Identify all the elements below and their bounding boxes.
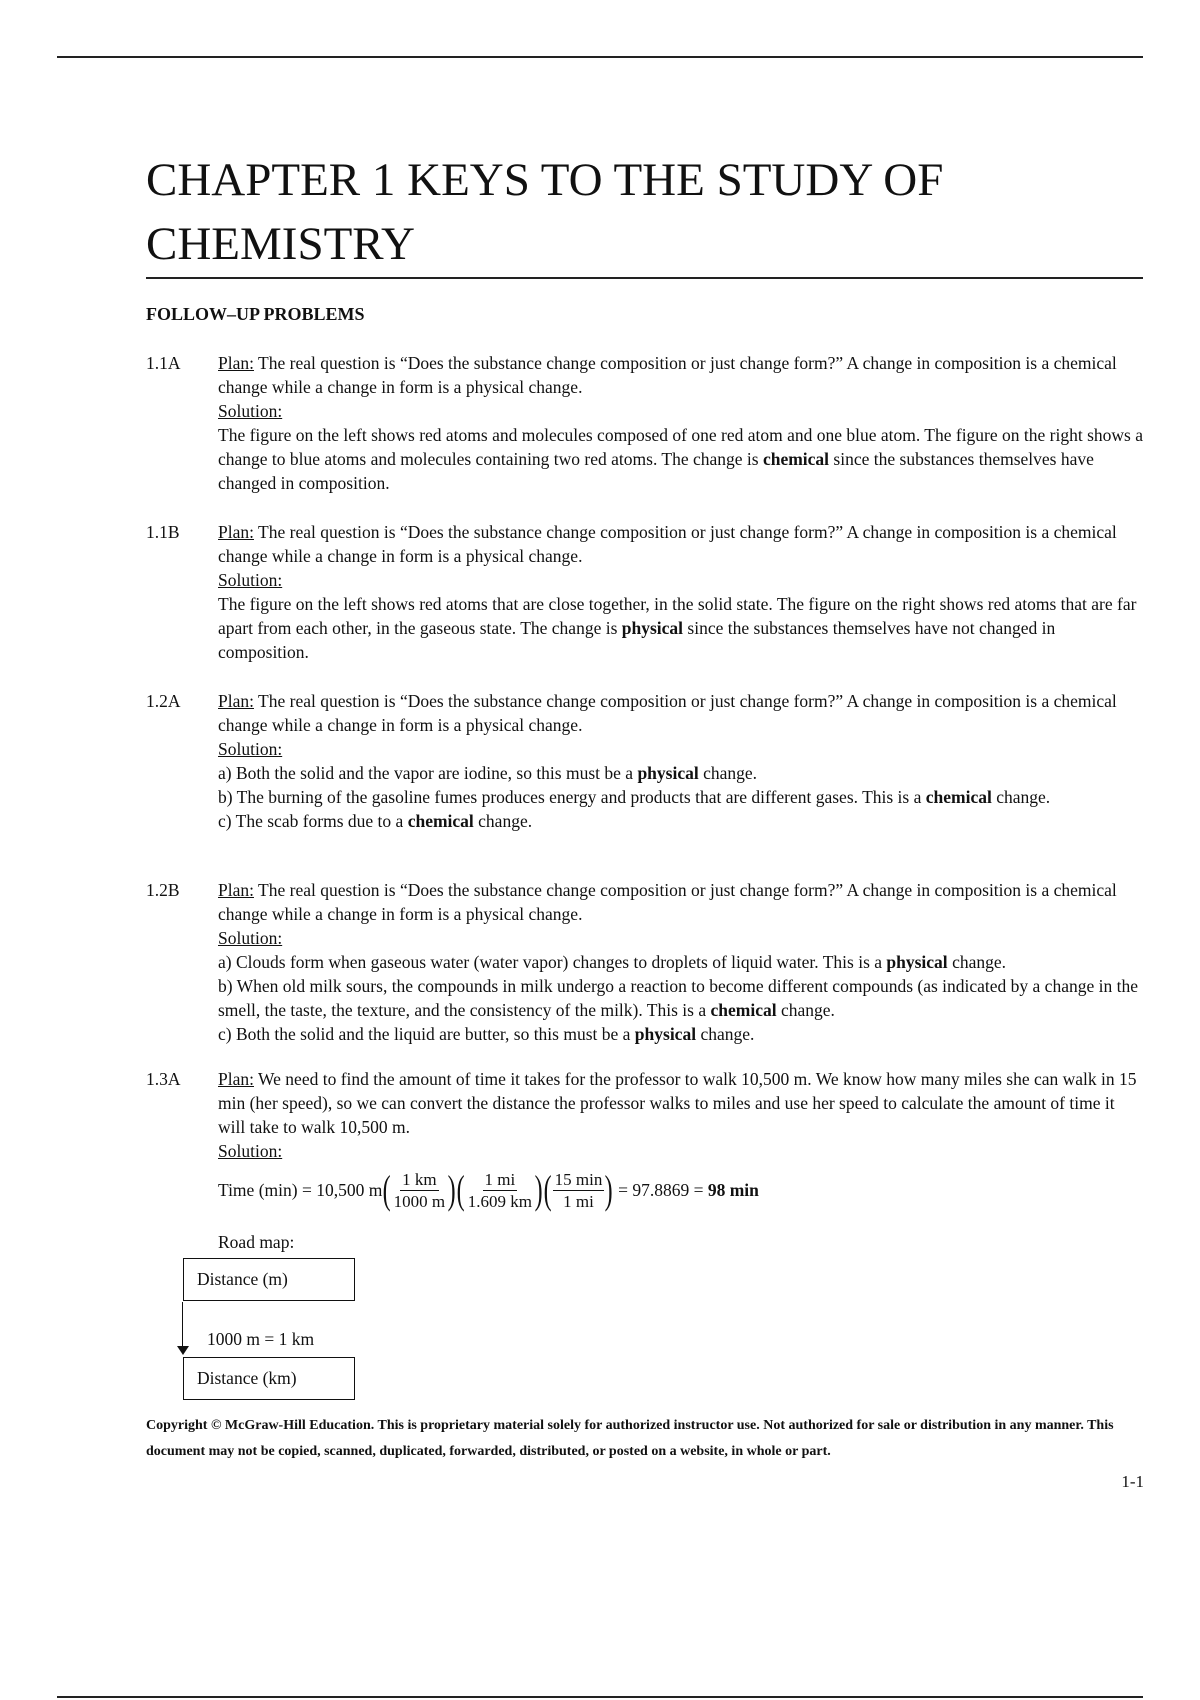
fraction-numerator: 1 km [402, 1169, 437, 1189]
road-map-label: Road map: [218, 1232, 295, 1252]
plan-label: Plan: [218, 353, 254, 373]
plan-paragraph [218, 351, 1144, 399]
problem-number: 1.2A [146, 691, 181, 711]
fraction-denominator: 1000 m [393, 1191, 446, 1211]
plan-label: Plan: [218, 691, 254, 711]
chapter-title: CHAPTER 1 KEYS TO THE STUDY OF CHEMISTRY [146, 154, 944, 270]
plan-paragraph [218, 689, 1144, 737]
solution-part-a: a) Both the solid and the vapor are iodine, so this must be a physical change. [218, 763, 758, 783]
solution-part-b: b) When old milk sours, the compounds in milk undergo a reaction to become different compounds (as indicated by a change in the smell, the taste, the texture, and the consistency of the milk). This is a chemical change. [218, 976, 1138, 1020]
solution-part-c: c) The scab forms due to a chemical change. [218, 811, 533, 831]
arrow-down-icon [177, 1346, 189, 1355]
plan-label: Plan: [218, 522, 254, 542]
calc-equals: = 97.8869 = [613, 1180, 708, 1200]
problem-body [218, 520, 1144, 664]
problem-number: 1.2B [146, 880, 180, 900]
solution-part-c: c) Both the solid and the liquid are butter, so this must be a physical change. [218, 1024, 755, 1044]
road-map-box-distance-km: Distance (km) [183, 1357, 355, 1400]
plan-label: Plan: [218, 880, 254, 900]
problem-number: 1.1A [146, 353, 181, 373]
plan-paragraph [218, 1067, 1144, 1139]
plan-paragraph [218, 878, 1144, 926]
problem-body [218, 689, 1144, 833]
plan-paragraph [218, 520, 1144, 568]
plan-text: The real question is “Does the substance change composition or just change form?” A change in composition is a chemical change while a change in form is a physical change. [218, 691, 1117, 735]
solution-label: Solution: [218, 739, 283, 759]
page-number: 1-1 [1121, 1472, 1144, 1491]
calc-lhs: Time (min) = 10,500 m [218, 1180, 383, 1200]
problem-number: 1.1B [146, 522, 180, 542]
fraction-denominator: 1 mi [563, 1191, 594, 1211]
fraction-denominator: 1.609 km [467, 1191, 533, 1211]
problem-body [218, 1067, 1144, 1217]
solution-part-a: a) Clouds form when gaseous water (water vapor) changes to droplets of liquid water. This is a physical change. [218, 952, 1006, 972]
section-heading: FOLLOW–UP PROBLEMS [146, 304, 365, 324]
title-rule [146, 277, 1143, 279]
plan-text: The real question is “Does the substance change composition or just change form?” A change in composition is a chemical change while a change in form is a physical change. [218, 522, 1117, 566]
road-map-box-distance-m: Distance (m) [183, 1258, 355, 1301]
bottom-rule [57, 1696, 1143, 1698]
conversion-factor-1: ( $\frac{1 km}{1000 m}$ ) [382, 1167, 456, 1212]
solution-text: The figure on the left shows red atoms and molecules composed of one red atom and one blue atom. The figure on the right shows a change to blue atoms and molecules containing two red atoms. The change is chemical since the substances themselves have changed in composition. [218, 425, 1143, 493]
solution-label: Solution: [218, 1141, 283, 1161]
fraction-numerator: 15 min [554, 1169, 603, 1189]
plan-text: We need to find the amount of time it takes for the professor to walk 10,500 m. We know how many miles she can walk in 15 min (her speed), so we can convert the distance the professor walks to miles and use her speed to calculate the amount of time it will take to walk 10,500 m. [218, 1069, 1137, 1137]
top-rule [57, 56, 1143, 58]
plan-label: Plan: [218, 1069, 254, 1089]
copyright-notice: Copyright © McGraw-Hill Education. This is proprietary material solely for authorized instructor use. Not authorized for sale or distribution in any manner. This document may not be copied, scanned, duplicated, forwarded, distributed, or posted on a website, in whole or part. [146, 1418, 1114, 1459]
problem-body [218, 878, 1144, 1046]
solution-text: The figure on the left shows red atoms that are close together, in the solid state. The figure on the right shows red atoms that are far apart from each other, in the gaseous state. The change is physical since the substances themselves have not changed in composition. [218, 594, 1137, 662]
problem-number: 1.3A [146, 1069, 181, 1089]
road-map-arrow-line [182, 1302, 183, 1350]
solution-label: Solution: [218, 928, 283, 948]
solution-part-b: b) The burning of the gasoline fumes produces energy and products that are different gases. This is a chemical change. [218, 787, 1051, 807]
calc-result: 98 min [707, 1180, 759, 1200]
plan-text: The real question is “Does the substance change composition or just change form?” A change in composition is a chemical change while a change in form is a physical change. [218, 353, 1117, 397]
conversion-factor-2: ( $\frac{1 mi}{1.609 km}$ ) [457, 1167, 543, 1212]
road-map-conversion: 1000 m = 1 km [207, 1329, 315, 1349]
solution-label: Solution: [218, 570, 283, 590]
calculation-equation [218, 1163, 1144, 1217]
plan-text: The real question is “Does the substance change composition or just change form?” A change in composition is a chemical change while a change in form is a physical change. [218, 880, 1117, 924]
fraction-numerator: 1 mi [484, 1169, 516, 1189]
conversion-factor-3: ( $\frac{15 \min}{1 mi}$ ) [544, 1167, 614, 1212]
solution-label: Solution: [218, 401, 283, 421]
problem-body [218, 351, 1144, 495]
